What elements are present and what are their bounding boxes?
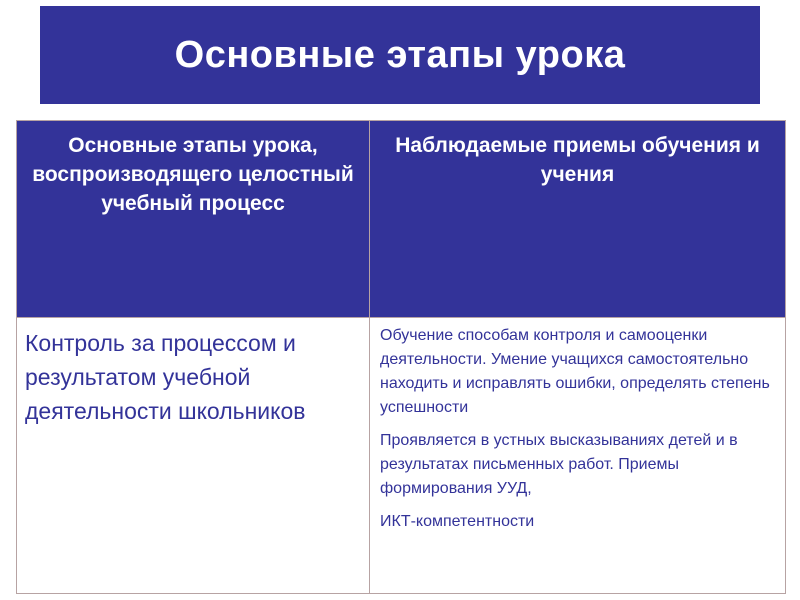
slide-title: Основные этапы урока (174, 33, 626, 76)
title-banner (40, 6, 760, 104)
table-row (17, 318, 786, 594)
technique-paragraph-2: Проявляется в устных высказываниях детей и в результатах письменных работ. Приемы формирования УУД, (380, 432, 738, 497)
header-lesson-stages: Основные этапы урока, воспроизводящего целостный учебный процесс (17, 121, 370, 318)
lesson-stages-table (16, 120, 786, 594)
techniques-cell (370, 318, 786, 594)
header-teaching-techniques: Наблюдаемые приемы обучения и учения (370, 121, 786, 318)
technique-paragraph-3: ИКТ-компетентности (380, 513, 535, 530)
stage-cell: Контроль за процессом и результатом учебной деятельности школьников (17, 318, 370, 594)
table-header-row (17, 121, 786, 318)
technique-paragraph-1: Обучение способам контроля и самооценки деятельности. Умение учащихся самостоятельно находить и исправлять ошибки, определять степень успешности (380, 327, 770, 416)
